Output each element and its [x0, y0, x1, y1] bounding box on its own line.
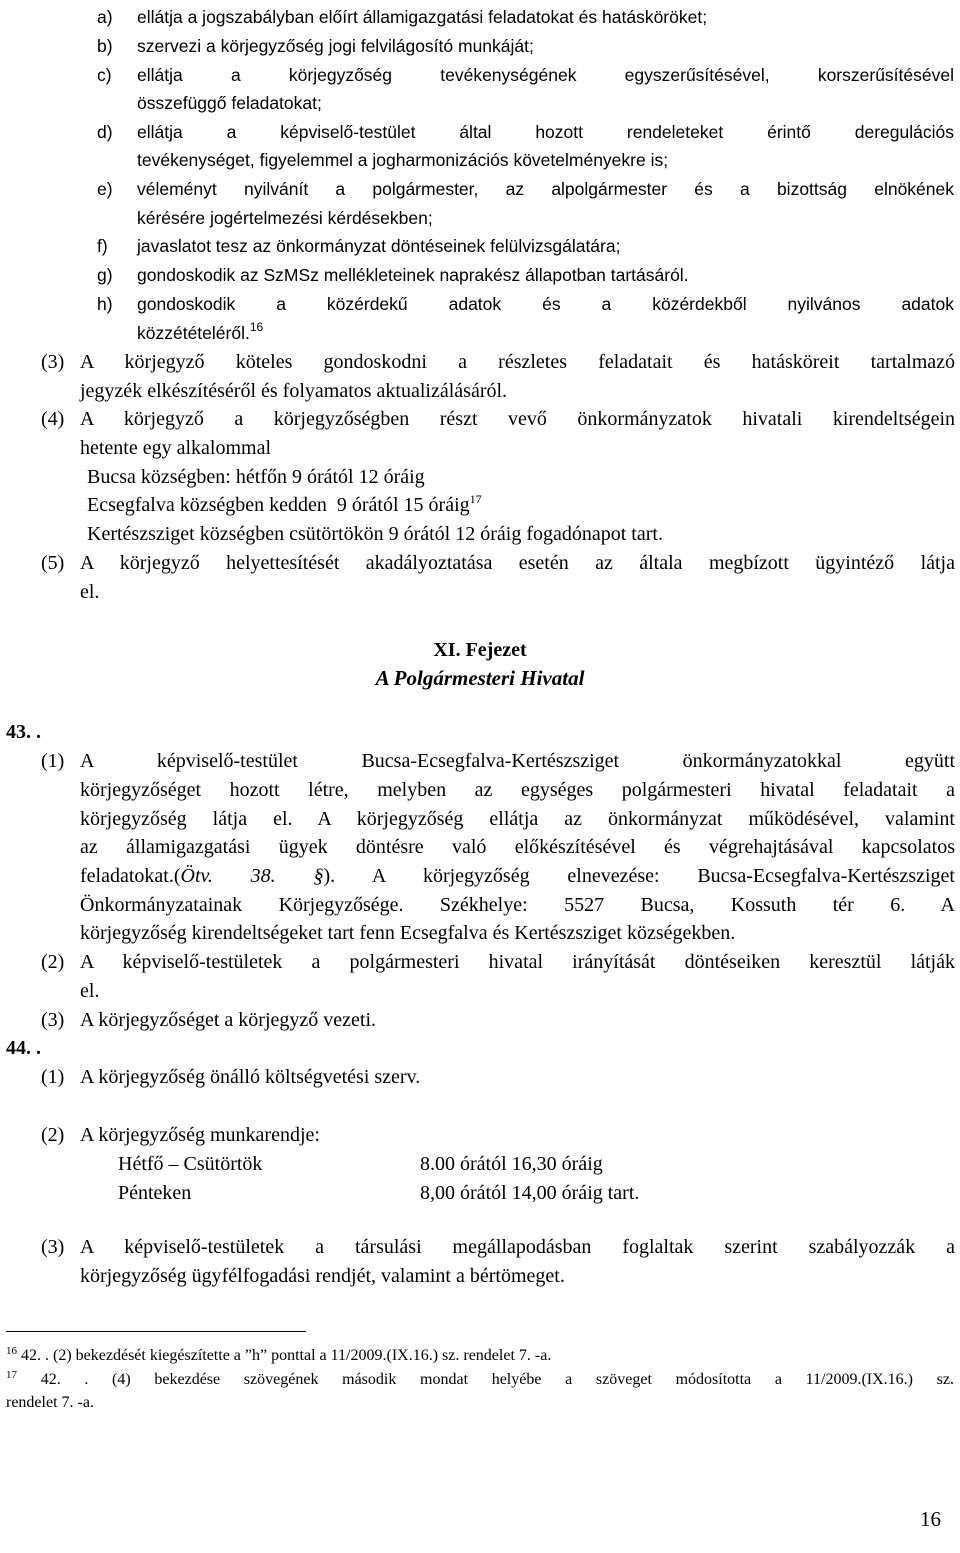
list-item-c-line1: ellátja a körjegyzőség tevékenységének egyszerűsítésével, korszerűsítésével: [137, 65, 954, 85]
list-item-f: javaslatot tesz az önkormányzat döntéseinek felülvizsgálatára;: [137, 236, 621, 256]
footnote-17-line2: rendelet 7. -a.: [6, 1394, 94, 1411]
sec43-p2-line2: el.: [80, 980, 100, 1002]
list-marker-d: d): [97, 122, 113, 142]
sec43-p1-line1: A képviselő-testület Bucsa-Ecsegfalva-Kertészsziget önkormányzatokkal együtt: [80, 750, 955, 772]
section-43-heading: 43. .: [6, 721, 41, 743]
section-44-heading: 44. .: [6, 1037, 41, 1059]
para3-line1: A körjegyző köteles gondoskodni a részletes feladatait és hatásköreit tartalmazó: [80, 351, 955, 373]
list-marker-e: e): [97, 179, 113, 199]
sec43-p1-line2: körjegyzőséget hozott létre, melyben az egységes polgármesteri hivatal feladatait a: [80, 779, 955, 801]
list-item-a: ellátja a jogszabályban előírt államigazgatási feladatokat és hatásköröket;: [137, 7, 708, 27]
sec43-p1-line5: feladatokat.(Ötv. 38. §). A körjegyzőség elnevezése: Bucsa-Ecsegfalva-Kertészsziget: [80, 865, 955, 887]
schedule-hours: 8.00 órától 16,30 óráig: [420, 1153, 603, 1175]
para4-line1: A körjegyző a körjegyzőségben részt vevő önkormányzatok hivatali kirendeltségein: [80, 408, 955, 430]
schedule-day: Hétfő – Csütörtök: [118, 1153, 263, 1175]
list-marker-a: a): [97, 7, 113, 27]
para4-bucsa: Bucsa községben: hétfőn 9 órától 12 óráig: [87, 466, 425, 488]
sec43-p1-line3: körjegyzőség látja el. A körjegyzőség ellátja az önkormányzat működésével, valamint: [80, 808, 955, 830]
footnote-16: $^{16}$ 42. . (2) bekezdését kiegészítette a ”h” ponttal a 11/2009.(IX.16.) sz. rendelet 7. -a.: [6, 1345, 552, 1364]
list-marker-b: b): [97, 36, 113, 56]
schedule-day: Pénteken: [118, 1182, 192, 1204]
para5-marker: (5): [41, 552, 65, 574]
chapter-title: A Polgármesteri Hivatal: [375, 666, 585, 690]
list-marker-f: f): [97, 236, 108, 256]
sec43-p1-line6: Önkormányzatainak Körjegyzősége. Székhelye: 5527 Bucsa, Kossuth tér 6. A: [80, 894, 955, 916]
para4-line2: hetente egy alkalommal: [80, 437, 272, 459]
sec43-p1-line4: az államigazgatási ügyek döntésre való előkészítésével és végrehajtásával kapcsolatos: [80, 836, 955, 858]
sec44-p1-text: A körjegyzőség önálló költségvetési szerv.: [80, 1066, 421, 1088]
sec44-p3-line2: körjegyzőség ügyfélfogadási rendjét, valamint a bértömeget.: [80, 1265, 565, 1287]
sec43-p1-marker: (1): [41, 750, 65, 772]
sec43-p1-line7: körjegyzőség kirendeltségeket tart fenn Ecsegfalva és Kertészsziget községekben.: [80, 922, 736, 944]
footnote-17-line1: $^{17}$ 42. . (4) bekezdése szövegének második mondat helyébe a szöveget módosította a 11/2009.(IX.16.) sz.: [6, 1369, 955, 1388]
para5-line2: el.: [80, 581, 100, 603]
para4-ecsegfalva: Ecsegfalva községben kedden 9 órától 15 óráig$^{17}$: [87, 492, 482, 516]
sec44-p2-text: A körjegyzőség munkarendje:: [80, 1124, 320, 1146]
sec44-p3-line1: A képviselő-testületek a társulási megállapodásban foglaltak szerint szabályozzák a: [80, 1236, 955, 1258]
list-item-e-line2: kérésére jogértelmezési kérdésekben;: [137, 208, 433, 228]
para5-line1: A körjegyző helyettesítését akadályoztatása esetén az általa megbízott ügyintéző látja: [80, 552, 955, 574]
para3-line2: jegyzék elkészítéséről és folyamatos aktualizálásáról.: [80, 380, 508, 402]
sec43-p3-text: A körjegyzőséget a körjegyző vezeti.: [80, 1009, 376, 1031]
para3-marker: (3): [41, 351, 65, 373]
list-item-d-line1: ellátja a képviselő-testület által hozott rendeleteket érintő deregulációs: [137, 122, 954, 142]
list-item-b: szervezi a körjegyzőség jogi felvilágosító munkáját;: [137, 36, 534, 56]
sec44-p1-marker: (1): [41, 1066, 65, 1088]
list-item-g: gondoskodik az SzMSz mellékleteinek naprakész állapotban tartásáról.: [137, 265, 689, 285]
list-marker-g: g): [97, 265, 113, 285]
para4-marker: (4): [41, 408, 65, 430]
footnote-ref-17[interactable]: 17: [469, 492, 482, 506]
list-item-e-line1: véleményt nyilvánít a polgármester, az alpolgármester és a bizottság elnökének: [137, 179, 954, 199]
list-item-d-line2: tevékenységet, figyelemmel a jogharmonizációs követelményekre is;: [137, 150, 669, 170]
list-item-h-line1: gondoskodik a közérdekű adatok és a közérdekből nyilvános adatok: [137, 294, 954, 314]
footnote-separator: [6, 1331, 306, 1332]
page-number: 16: [920, 1507, 941, 1531]
para4-kerteszsziget: Kertészsziget községben csütörtökön 9 órától 12 óráig fogadónapot tart.: [87, 523, 663, 545]
sec44-p3-marker: (3): [41, 1236, 65, 1258]
chapter-number: XI. Fejezet: [433, 639, 527, 661]
list-marker-h: h): [97, 294, 113, 314]
sec44-p2-marker: (2): [41, 1124, 65, 1146]
footnote-ref-16[interactable]: 16: [249, 320, 264, 334]
list-marker-c: c): [97, 65, 112, 85]
list-item-h-line2: közzétételéről.$^{16}$: [137, 320, 264, 343]
schedule-hours: 8,00 órától 14,00 óráig tart.: [420, 1182, 640, 1204]
sec43-p2-line1: A képviselő-testületek a polgármesteri hivatal irányítását döntéseiken keresztül látják: [80, 951, 955, 973]
sec43-p3-marker: (3): [41, 1009, 65, 1031]
list-item-c-line2: összefüggő feladatokat;: [137, 93, 322, 113]
sec43-p2-marker: (2): [41, 951, 65, 973]
